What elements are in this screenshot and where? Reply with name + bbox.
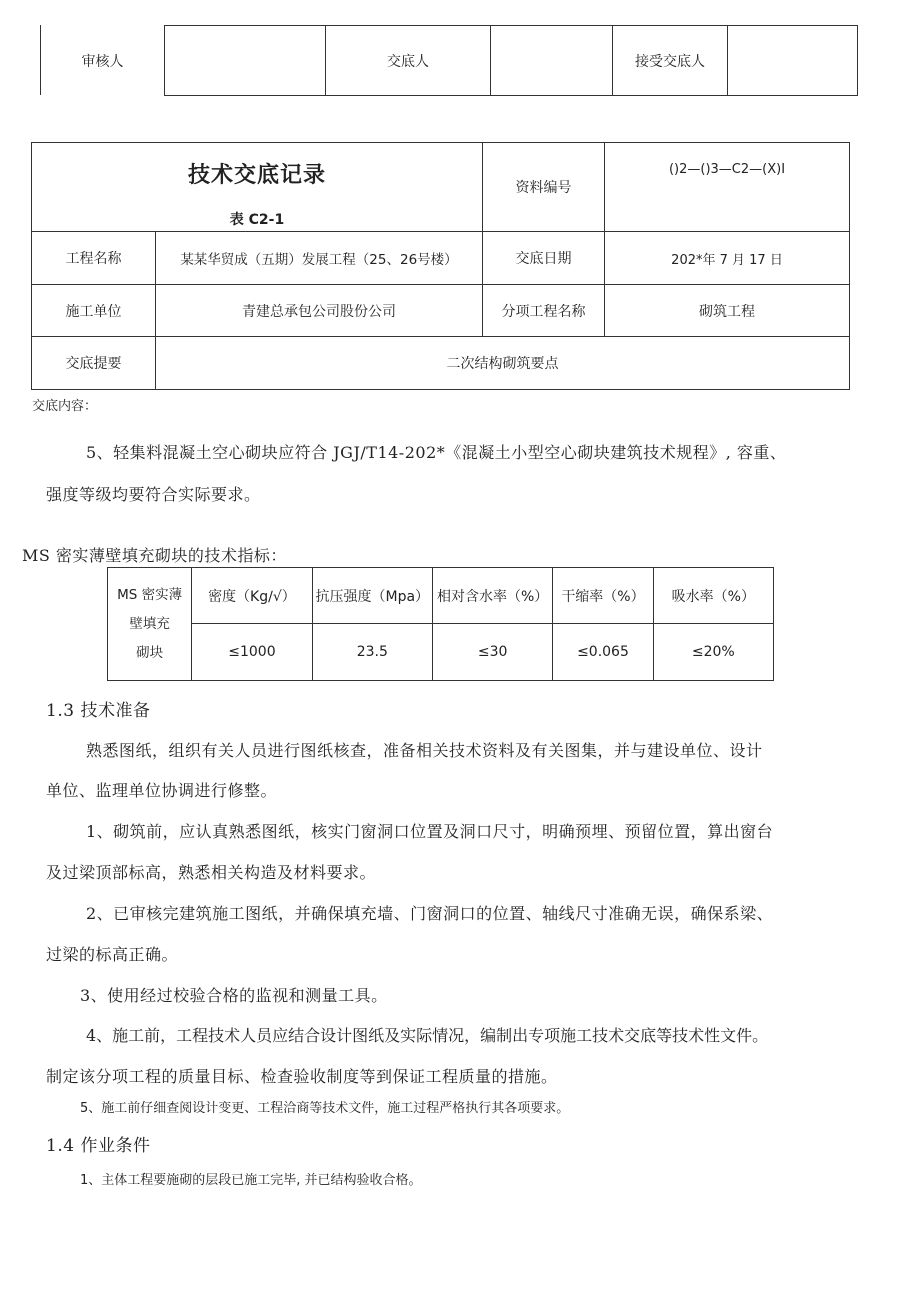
- reviewer-label: 审核人: [81, 53, 124, 70]
- ms-row-header-line: 砌块: [136, 644, 164, 661]
- table-cell: ≤0.065: [553, 624, 653, 681]
- sub-project-value: 砌筑工程: [699, 303, 755, 320]
- section-13-p2-line1: 2、已审核完建筑施工图纸，并确保填充墙、门窗洞口的位置、轴线尺寸准确无误，确保系梁、: [86, 904, 774, 923]
- summary-label: 交底提要: [65, 356, 122, 372]
- section-13-p1-line1: 1、砌筑前，应认真熟悉图纸，核实门窗洞口位置及洞口尺寸，明确预埋、预留位置，算出窗台: [86, 822, 774, 841]
- ms-row-header-line: 壁填充: [129, 615, 170, 632]
- ms-heading: MS 密实薄壁填充砌块的技术指标：: [22, 546, 287, 565]
- column-header: 干缩率（%）: [553, 568, 653, 624]
- column-header: 相对含水率（%）: [432, 568, 552, 624]
- contractor-value: 青建总承包公司股份公司: [242, 303, 396, 320]
- section-13-p4-line1: 4、施工前，工程技术人员应结合设计图纸及实际情况，编制出专项施工技术交底等技术性文件。: [86, 1026, 769, 1045]
- receiver-label: 接受交底人: [635, 53, 705, 70]
- section-13-p4-line2: 制定该分项工程的质量目标、检查验收制度等到保证工程质量的措施。: [46, 1067, 558, 1086]
- column-header: 抗压强度（Mpa）: [312, 568, 432, 624]
- table-border: [31, 389, 850, 390]
- table-cell: ≤30: [432, 624, 552, 681]
- table-border: [31, 142, 850, 143]
- ms-row-header: [108, 568, 192, 681]
- form-number: 表 C2-1: [229, 212, 285, 228]
- receiver-value: [728, 26, 857, 95]
- table-border: [164, 95, 858, 96]
- section-13-p5: 5、施工前仔细查阅设计变更、工程洽商等技术文件，施工过程严格执行其各项要求。: [80, 1101, 570, 1116]
- section-13-intro-line2: 单位、监理单位协调进行修整。: [46, 781, 278, 800]
- table-cell: ≤1000: [192, 624, 312, 681]
- section-13-intro-line1: 熟悉图纸，组织有关人员进行图纸核查，准备相关技术资料及有关图集，并与建设单位、设计: [86, 741, 763, 760]
- sub-project-label: 分项工程名称: [501, 303, 586, 320]
- column-header: 吸水率（%）: [653, 568, 773, 624]
- table-border: [849, 142, 850, 390]
- section-13-heading: 1.3 技术准备: [46, 701, 151, 721]
- ms-spec-table: [107, 567, 774, 681]
- content-label: 交底内容：: [32, 399, 98, 414]
- table-cell: 23.5: [312, 624, 432, 681]
- discloser-label: 交底人: [387, 53, 429, 70]
- contractor-label: 施工单位: [65, 303, 122, 320]
- ms-row-header-line: MS 密实薄: [117, 586, 183, 603]
- summary-value: 二次结构砌筑要点: [446, 356, 559, 372]
- doc-no-label: 资料编号: [515, 180, 572, 196]
- item5-line1: 5、轻集料混凝土空心砌块应符合 JGJ/T14-202*《混凝土小型空心砌块建筑技术规程》, 容重、: [86, 443, 787, 462]
- section-13-p2-line2: 过梁的标高正确。: [46, 945, 179, 964]
- date-label: 交底日期: [515, 251, 572, 267]
- reviewer-value: [165, 26, 325, 95]
- section-13-p1-line2: 及过梁顶部标高，熟悉相关构造及材料要求。: [46, 863, 377, 882]
- table-cell: ≤20%: [653, 624, 773, 681]
- section-13-p3: 3、使用经过校验合格的监视和测量工具。: [80, 986, 388, 1005]
- item5-line2: 强度等级均要符合实际要求。: [46, 485, 261, 504]
- section-14-heading: 1.4 作业条件: [46, 1136, 151, 1156]
- section-14-p1: 1、主体工程要施砌的层段已施工完毕, 并已结构验收合格。: [80, 1173, 422, 1188]
- date-value: 202*年 7 月 17 日: [671, 252, 783, 268]
- record-title: 技术交底记录: [187, 163, 326, 188]
- column-header: 密度（Kg∕√）: [192, 568, 312, 624]
- table-border: [857, 25, 858, 96]
- discloser-value: [491, 26, 612, 95]
- doc-no-value: ()2—()3—C2—(X)I: [668, 162, 786, 177]
- project-name-value: 某某华贸成（五期）发展工程（25、26号楼）: [180, 252, 458, 268]
- project-name-label: 工程名称: [65, 251, 122, 267]
